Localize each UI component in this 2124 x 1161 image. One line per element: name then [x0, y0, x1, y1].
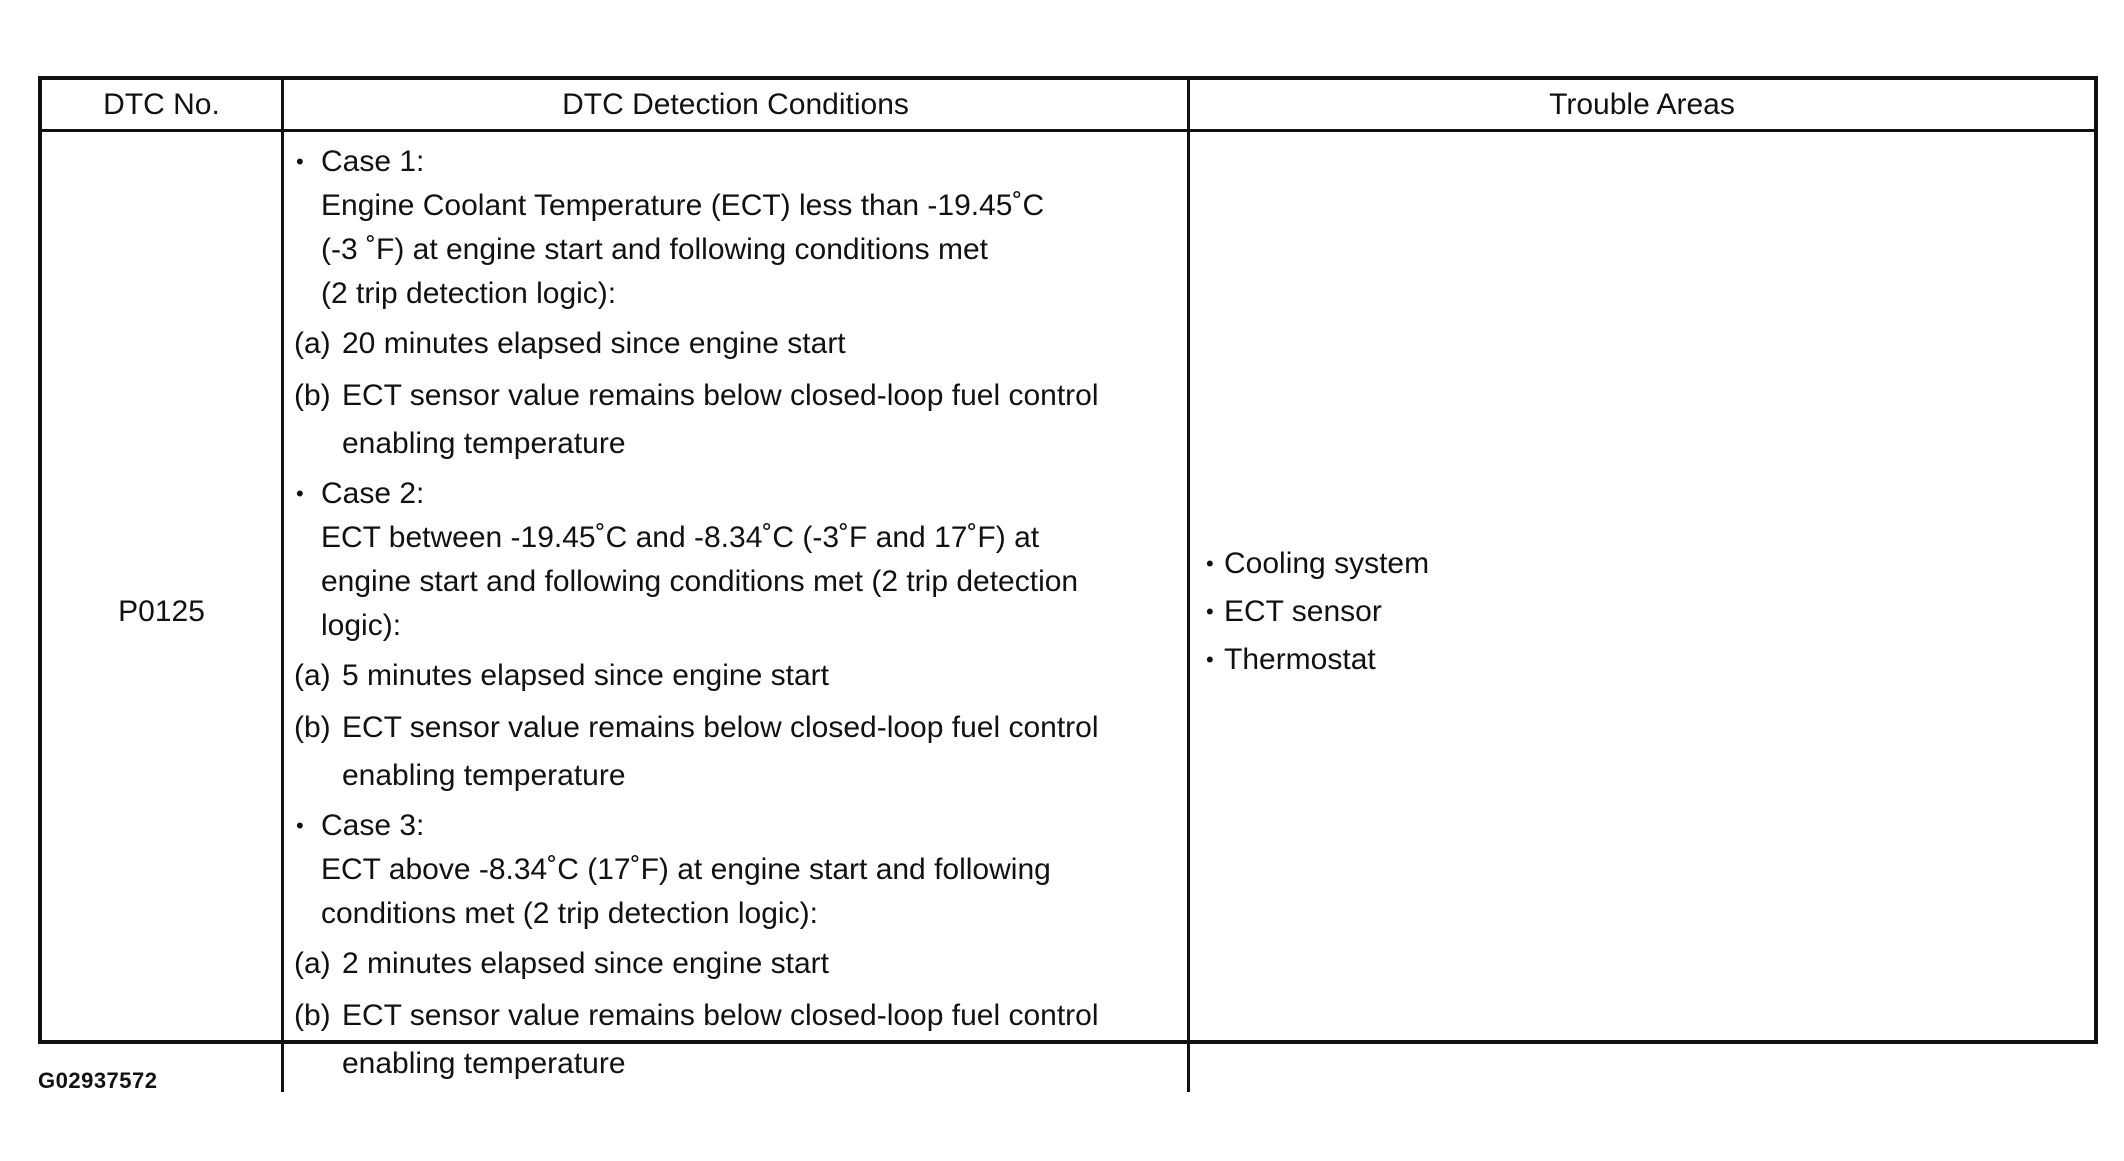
dtc-table: [38, 76, 2098, 1080]
header-trouble-areas: Trouble Areas: [1190, 80, 2094, 132]
case-title: Case 2:: [321, 477, 425, 510]
case-description-line: (-3 ˚F) at engine start and following conditions met: [321, 233, 988, 266]
condition-item-text: ECT sensor value remains below closed-loop fuel control enabling temperature: [342, 379, 1099, 460]
condition-item: [294, 704, 1187, 800]
trouble-areas-cell: [1190, 132, 2094, 1092]
condition-item: [294, 992, 1187, 1088]
condition-item-tag: (a): [294, 947, 331, 980]
bullet-icon: •: [1206, 599, 1214, 624]
condition-item-text: ECT sensor value remains below closed-loop fuel control enabling temperature: [342, 999, 1099, 1080]
condition-item: [294, 320, 1187, 368]
trouble-area-label: Thermostat: [1224, 643, 1376, 676]
condition-item: [294, 940, 1187, 988]
condition-item-text: ECT sensor value remains below closed-loop fuel control enabling temperature: [342, 711, 1099, 792]
case-block-2: [294, 472, 1187, 800]
trouble-area-label: Cooling system: [1224, 547, 1430, 580]
case-description-line: engine start and following conditions met (2 trip detection: [321, 565, 1079, 598]
detection-conditions-cell: [284, 132, 1190, 1092]
case-description-line: ECT between -19.45˚C and -8.34˚C (-3˚F and 17˚F) at: [321, 521, 1040, 554]
bullet-icon: •: [1206, 551, 1214, 576]
trouble-area-item: [1206, 540, 2094, 588]
bullet-icon: •: [1206, 647, 1214, 672]
case-description-line: Engine Coolant Temperature (ECT) less than -19.45˚C: [321, 189, 1045, 222]
trouble-area-item: [1206, 636, 2094, 684]
case-description-line: ECT above -8.34˚C (17˚F) at engine start and following: [321, 853, 1051, 886]
bullet-icon: •: [296, 481, 304, 506]
case-title: Case 1:: [321, 145, 425, 178]
bullet-icon: •: [296, 149, 304, 174]
condition-item-text: 20 minutes elapsed since engine start: [342, 327, 846, 360]
trouble-area-item: [1206, 588, 2094, 636]
case-description-line: logic):: [321, 609, 402, 642]
trouble-area-label: ECT sensor: [1224, 595, 1382, 628]
dtc-number: P0125: [118, 595, 205, 628]
header-detection-conditions: DTC Detection Conditions: [284, 80, 1190, 132]
bullet-icon: •: [296, 813, 304, 838]
case-title: Case 3:: [321, 809, 425, 842]
case-description-line: (2 trip detection logic):: [321, 277, 617, 310]
condition-item: [294, 372, 1187, 468]
condition-item-tag: (b): [294, 711, 331, 744]
figure-id: G02937572: [38, 1068, 158, 1093]
condition-item-text: 2 minutes elapsed since engine start: [342, 947, 829, 980]
condition-item-tag: (a): [294, 659, 331, 692]
condition-item-tag: (b): [294, 999, 331, 1032]
condition-item-tag: (b): [294, 379, 331, 412]
condition-item-tag: (a): [294, 327, 331, 360]
case-description-line: conditions met (2 trip detection logic):: [321, 897, 818, 930]
dtc-number-cell: [42, 132, 284, 1092]
case-block-3: [294, 804, 1187, 1088]
case-block-1: [294, 140, 1187, 468]
condition-item-text: 5 minutes elapsed since engine start: [342, 659, 829, 692]
condition-item: [294, 652, 1187, 700]
header-dtc-no: DTC No.: [42, 80, 284, 132]
